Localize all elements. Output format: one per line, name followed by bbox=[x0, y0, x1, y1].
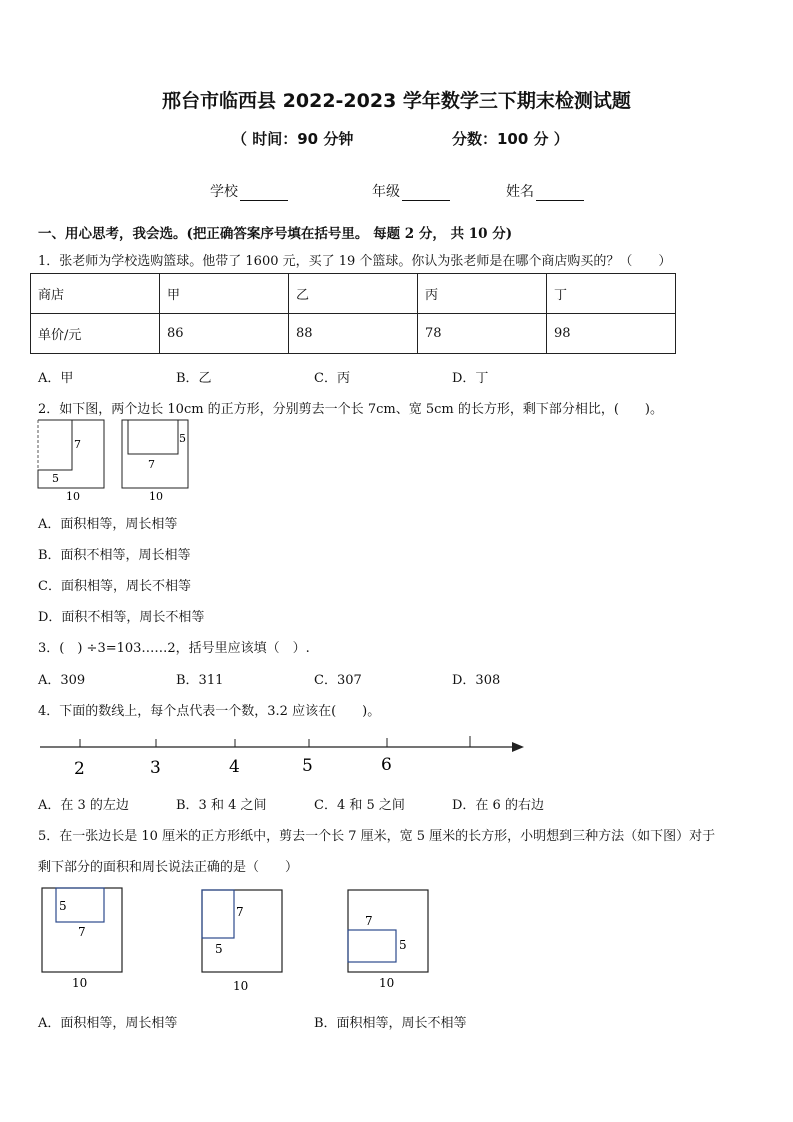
q2-option-c[interactable]: C．面积相等，周长不相等 bbox=[38, 579, 191, 594]
number-line-label: 4 bbox=[229, 757, 240, 777]
table-row bbox=[31, 314, 676, 354]
q1-option-c[interactable]: C．丙 bbox=[314, 371, 350, 386]
number-line bbox=[38, 730, 528, 780]
exam-score: 分数：100 分 ） bbox=[452, 130, 569, 148]
table-cell: 乙 bbox=[289, 274, 418, 314]
page-title: 邢台市临西县 2022-2023 学年数学三下期末检测试题 bbox=[162, 90, 631, 112]
q5-fig2-label: 10 bbox=[233, 979, 249, 993]
number-line-label: 6 bbox=[381, 755, 392, 775]
table-cell: 86 bbox=[160, 314, 289, 354]
table-cell: 丙 bbox=[418, 274, 547, 314]
q2-option-d[interactable]: D．面积不相等，周长不相等 bbox=[38, 610, 205, 625]
question-3-stem: 3．( ) ÷3=103……2，括号里应该填（ ）. bbox=[38, 641, 310, 656]
q4-option-c[interactable]: C．4 和 5 之间 bbox=[314, 798, 405, 813]
q4-option-a[interactable]: A．在 3 的左边 bbox=[38, 798, 129, 813]
name-field bbox=[506, 181, 584, 201]
number-line-label: 5 bbox=[302, 756, 313, 776]
q5-fig3-label: 10 bbox=[379, 976, 395, 990]
q3-option-c[interactable]: C．307 bbox=[314, 673, 362, 688]
q2-right-cut bbox=[128, 420, 178, 454]
q5-fig2-label: 5 bbox=[215, 942, 223, 956]
name-label: 姓名 bbox=[506, 184, 534, 200]
question-1-stem: 1．张老师为学校选购篮球。他带了 1600 元，买了 19 个篮球。你认为张老师是在哪个商店购买的？（ ） bbox=[38, 254, 672, 269]
q5-option-b[interactable]: B．面积相等，周长不相等 bbox=[314, 1016, 467, 1031]
q5-fig3-cut bbox=[348, 930, 396, 962]
q3-option-a[interactable]: A．309 bbox=[38, 673, 86, 688]
q2-right-label-5: 5 bbox=[179, 432, 186, 445]
number-line-arrow bbox=[512, 742, 524, 752]
table-cell: 丁 bbox=[547, 274, 676, 314]
question-2-stem: 2．如下图，两个边长 10cm 的正方形，分别剪去一个长 7cm、宽 5cm 的长方形，剩下部分相比，( )。 bbox=[38, 402, 663, 417]
school-field bbox=[210, 181, 288, 201]
q5-fig3-label: 7 bbox=[365, 914, 373, 928]
q5-fig2-cut bbox=[202, 890, 234, 938]
q2-right-label-10: 10 bbox=[149, 490, 163, 503]
q5-fig2-square bbox=[202, 890, 282, 972]
number-line-label: 2 bbox=[74, 759, 85, 779]
table-cell: 甲 bbox=[160, 274, 289, 314]
q5-figures bbox=[38, 886, 458, 996]
q5-fig1-label: 5 bbox=[59, 899, 67, 913]
name-blank[interactable] bbox=[536, 186, 584, 201]
q2-option-a[interactable]: A．面积相等，周长相等 bbox=[38, 517, 178, 532]
number-line-label: 3 bbox=[150, 758, 161, 778]
table-cell: 88 bbox=[289, 314, 418, 354]
grade-label: 年级 bbox=[372, 184, 400, 200]
section-heading: 一、用心思考，我会选。(把正确答案序号填在括号里。 每题 2 分， 共 10 分) bbox=[38, 226, 513, 242]
q2-option-b[interactable]: B．面积不相等，周长相等 bbox=[38, 548, 191, 563]
q4-option-d[interactable]: D．在 6 的右边 bbox=[452, 798, 544, 813]
school-label: 学校 bbox=[210, 184, 238, 200]
q4-option-b[interactable]: B．3 和 4 之间 bbox=[176, 798, 267, 813]
q1-option-d[interactable]: D．丁 bbox=[452, 371, 489, 386]
q3-option-b[interactable]: B．311 bbox=[176, 673, 224, 688]
q2-figure bbox=[30, 418, 210, 508]
grade-field bbox=[372, 181, 450, 201]
q5-option-a[interactable]: A．面积相等，周长相等 bbox=[38, 1016, 178, 1031]
question-4-stem: 4．下面的数线上，每个点代表一个数，3.2 应该在( )。 bbox=[38, 704, 381, 719]
exam-time: （ 时间：90 分钟 bbox=[232, 130, 354, 148]
table-cell: 78 bbox=[418, 314, 547, 354]
q2-left-label-5: 5 bbox=[52, 472, 59, 485]
school-blank[interactable] bbox=[240, 186, 288, 201]
price-table bbox=[30, 273, 676, 354]
grade-blank[interactable] bbox=[402, 186, 450, 201]
q2-left-remaining bbox=[38, 420, 104, 488]
table-cell: 98 bbox=[547, 314, 676, 354]
q1-option-a[interactable]: A．甲 bbox=[38, 371, 74, 386]
question-5-stem-line1: 5．在一张边长是 10 厘米的正方形纸中，剪去一个长 7 厘米，宽 5 厘米的长方形，小明想到三种方法（如下图）对于 bbox=[38, 829, 716, 844]
question-5-stem-line2: 剩下部分的面积和周长说法正确的是（ ） bbox=[38, 860, 299, 875]
q5-fig2-label: 7 bbox=[236, 905, 244, 919]
q2-left-label-7: 7 bbox=[74, 438, 81, 451]
q5-fig3-label: 5 bbox=[399, 938, 407, 952]
q2-right-label-7: 7 bbox=[148, 458, 155, 471]
q2-left-label-10: 10 bbox=[66, 490, 80, 503]
q5-fig3-square bbox=[348, 890, 428, 972]
q3-option-d[interactable]: D．308 bbox=[452, 673, 501, 688]
q5-fig1-label: 10 bbox=[72, 976, 88, 990]
table-row bbox=[31, 274, 676, 314]
table-cell: 商店 bbox=[31, 274, 160, 314]
table-cell: 单价/元 bbox=[31, 314, 160, 354]
q1-option-b[interactable]: B．乙 bbox=[176, 371, 212, 386]
q5-fig1-label: 7 bbox=[78, 925, 86, 939]
